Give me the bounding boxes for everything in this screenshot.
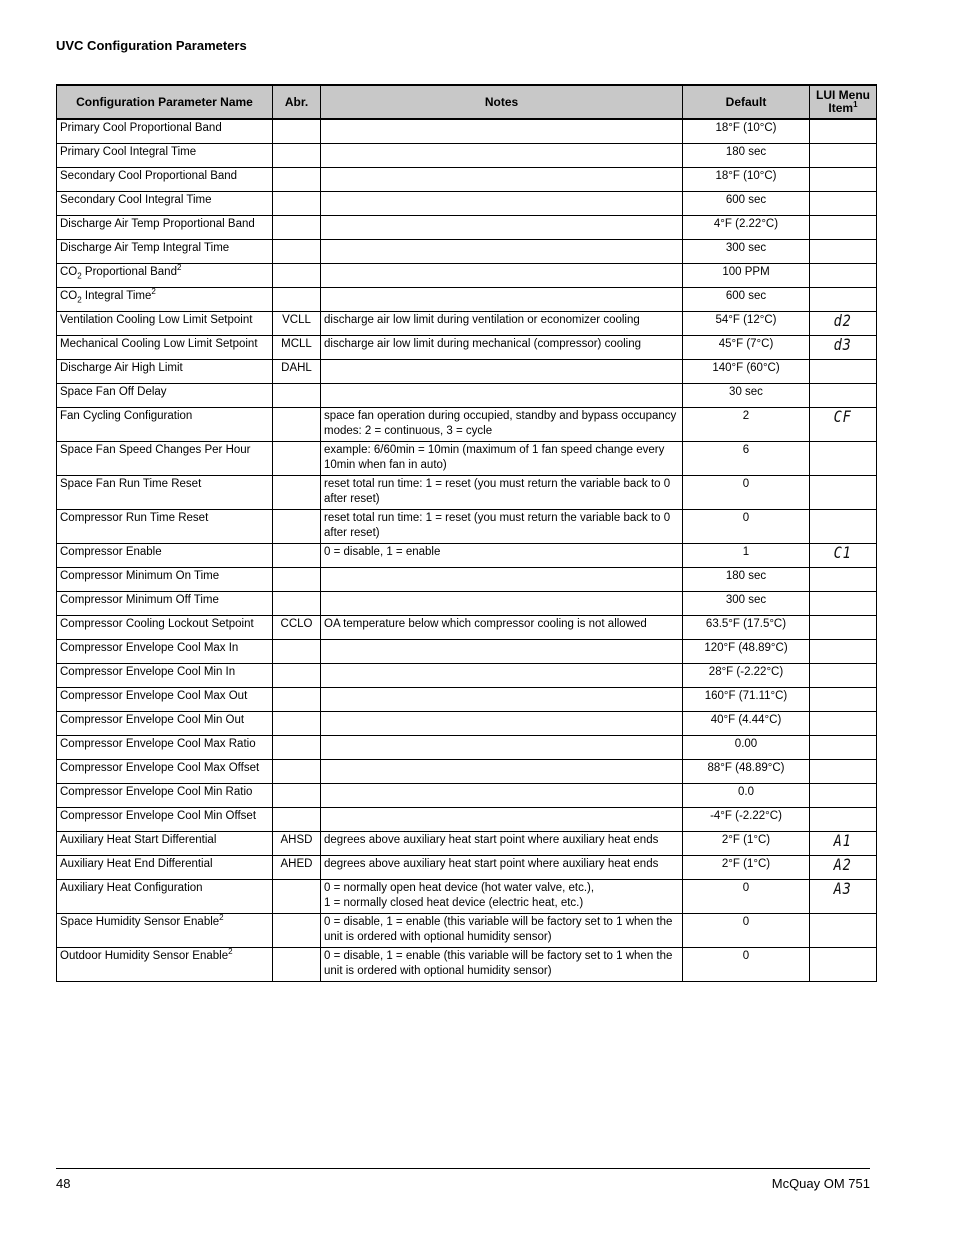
abbreviation-cell [273,288,321,312]
lui-menu-item-cell [810,914,877,948]
lui-menu-item-cell [810,784,877,808]
lui-segment-display-code: A2 [833,855,853,874]
parameter-name: Mechanical Cooling Low Limit Setpoint [60,338,258,350]
parameter-name-cell [57,476,273,510]
default-value-cell: 88°F (48.89°C) [683,760,810,784]
lui-menu-item-cell [810,336,877,360]
table-row [57,640,877,664]
abbreviation-cell [273,760,321,784]
parameter-name-cell [57,688,273,712]
lui-menu-item-cell [810,664,877,688]
table-row [57,592,877,616]
parameter-name: Integral Time [81,290,152,302]
abbreviation-cell [273,808,321,832]
footer-divider [56,1168,870,1169]
notes-cell [321,736,683,760]
lui-menu-item-cell [810,144,877,168]
abbreviation-cell: MCLL [273,336,321,360]
abbreviation-cell [273,784,321,808]
default-value-cell: 18°F (10°C) [683,168,810,192]
abbreviation-cell [273,384,321,408]
lui-menu-item-cell [810,168,877,192]
parameter-name-cell [57,264,273,288]
lui-menu-item-cell [810,880,877,914]
table-row [57,688,877,712]
default-value-cell: 0.00 [683,736,810,760]
default-value-cell: 6 [683,442,810,476]
lui-menu-item-cell [810,948,877,982]
abbreviation-cell [273,544,321,568]
abbreviation-cell [273,510,321,544]
notes-cell: OA temperature below which compressor cooling is not allowed [321,616,683,640]
default-value-cell: 0 [683,476,810,510]
notes-cell: degrees above auxiliary heat start point where auxiliary heat ends [321,856,683,880]
notes-cell: 0 = disable, 1 = enable (this variable will be factory set to 1 when the unit is ordered with optional humidity sensor) [321,948,683,982]
lui-segment-display-code: A1 [833,831,853,850]
parameter-name: Discharge Air Temp Integral Time [60,242,230,254]
abbreviation-cell [273,216,321,240]
parameter-name-cell [57,568,273,592]
table-row [57,288,877,312]
parameter-name-cell [57,408,273,442]
notes-cell [321,712,683,736]
parameter-name: Compressor Envelope Cool Max Ratio [60,738,256,750]
abbreviation-cell [273,192,321,216]
lui-menu-item-cell [810,264,877,288]
lui-menu-item-cell [810,119,877,144]
lui-menu-item-cell [810,568,877,592]
default-value-cell: 30 sec [683,384,810,408]
notes-cell [321,168,683,192]
table-row [57,544,877,568]
parameter-name: Compressor Minimum On Time [60,570,220,582]
notes-cell [321,688,683,712]
notes-cell [321,568,683,592]
parameter-name-cell [57,880,273,914]
table-row [57,832,877,856]
lui-menu-item-cell [810,408,877,442]
default-value-cell: 600 sec [683,192,810,216]
default-value-cell: 2°F (1°C) [683,856,810,880]
parameter-name: Compressor Envelope Cool Max In [60,642,239,654]
lui-segment-display-code: CF [833,407,853,426]
lui-header-line1: LUI Menu [816,88,870,102]
parameter-name-cell [57,360,273,384]
lui-menu-item-cell [810,856,877,880]
document-id: McQuay OM 751 [771,1176,870,1191]
table-row [57,240,877,264]
parameter-name-cell [57,288,273,312]
parameter-name: Compressor Enable [60,546,162,558]
abbreviation-cell [273,476,321,510]
parameter-name-prefix: CO [60,266,78,278]
lui-menu-item-cell [810,476,877,510]
column-header-lui [810,85,877,119]
parameter-name-cell [57,336,273,360]
default-value-cell: 100 PPM [683,264,810,288]
column-header-name: Configuration Parameter Name [57,85,273,119]
abbreviation-cell [273,712,321,736]
table-row [57,408,877,442]
lui-header-footnote: 1 [853,100,858,109]
parameter-name-cell [57,192,273,216]
lui-menu-item-cell [810,442,877,476]
parameter-name-footnote: 2 [151,287,156,297]
table-row [57,510,877,544]
notes-cell: 0 = disable, 1 = enable [321,544,683,568]
parameter-name-footnote: 2 [176,263,182,273]
abbreviation-cell [273,948,321,982]
table-row [57,192,877,216]
parameter-name-subscript: 2 [77,295,82,305]
parameter-name-cell [57,832,273,856]
parameter-name: Discharge Air High Limit [60,362,183,374]
notes-cell: reset total run time: 1 = reset (you must return the variable back to 0 after reset) [321,510,683,544]
parameter-name: Primary Cool Proportional Band [60,122,222,134]
notes-cell: degrees above auxiliary heat start point where auxiliary heat ends [321,832,683,856]
notes-line: 1 = normally closed heat device (electric heat, etc.) [324,897,584,909]
table-row [57,264,877,288]
default-value-cell: 2°F (1°C) [683,832,810,856]
table-row [57,880,877,914]
default-value-cell: 1 [683,544,810,568]
default-value-cell: 300 sec [683,592,810,616]
default-value-cell: 0.0 [683,784,810,808]
parameter-name-cell [57,760,273,784]
table-row [57,914,877,948]
abbreviation-cell [273,880,321,914]
lui-menu-item-cell [810,808,877,832]
parameter-name: Space Fan Run Time Reset [60,478,202,490]
page-number: 48 [56,1176,71,1191]
lui-menu-item-cell [810,360,877,384]
lui-menu-item-cell [810,640,877,664]
configuration-parameters-table [56,84,877,982]
parameter-name-cell [57,312,273,336]
parameter-name-cell [57,510,273,544]
table-row [57,808,877,832]
lui-menu-item-cell [810,616,877,640]
column-header-abbr: Abr. [273,85,321,119]
table-row [57,442,877,476]
parameter-name: Compressor Envelope Cool Min Ratio [60,786,253,798]
column-header-default: Default [683,85,810,119]
table-row [57,664,877,688]
parameter-name: Discharge Air Temp Proportional Band [60,218,255,230]
default-value-cell: 18°F (10°C) [683,119,810,144]
default-value-cell: 4°F (2.22°C) [683,216,810,240]
notes-cell [321,880,683,914]
table-header-row [57,85,877,119]
default-value-cell: 28°F (-2.22°C) [683,664,810,688]
abbreviation-cell [273,592,321,616]
table-row [57,712,877,736]
abbreviation-cell: AHED [273,856,321,880]
parameter-name-cell [57,168,273,192]
parameter-name: Secondary Cool Proportional Band [60,170,238,182]
table-row [57,948,877,982]
lui-segment-display-code: A3 [833,879,853,898]
lui-menu-item-cell [810,288,877,312]
default-value-cell: 160°F (71.11°C) [683,688,810,712]
notes-cell [321,144,683,168]
parameter-name: Fan Cycling Configuration [60,410,193,422]
default-value-cell: 40°F (4.44°C) [683,712,810,736]
notes-cell [321,784,683,808]
parameter-name: Auxiliary Heat Start Differential [60,834,217,846]
notes-cell [321,384,683,408]
parameter-name-cell [57,712,273,736]
parameter-name: Compressor Envelope Cool Min Out [60,714,245,726]
lui-menu-item-cell [810,688,877,712]
parameter-name: Ventilation Cooling Low Limit Setpoint [60,314,253,326]
notes-cell [321,808,683,832]
default-value-cell: 54°F (12°C) [683,312,810,336]
default-value-cell: 0 [683,510,810,544]
parameter-name: Auxiliary Heat Configuration [60,882,203,894]
parameter-name: Outdoor Humidity Sensor Enable [60,950,229,962]
lui-menu-item-cell [810,510,877,544]
notes-cell: discharge air low limit during mechanical (compressor) cooling [321,336,683,360]
notes-line: 0 = normally open heat device (hot water valve, etc.), [324,882,595,894]
lui-menu-item-cell [810,312,877,336]
notes-cell [321,216,683,240]
notes-cell [321,288,683,312]
default-value-cell: -4°F (-2.22°C) [683,808,810,832]
lui-segment-display-code: d2 [833,311,853,330]
lui-menu-item-cell [810,384,877,408]
table-row [57,736,877,760]
notes-cell [321,592,683,616]
parameter-name-cell [57,914,273,948]
parameter-name-subscript: 2 [77,271,82,281]
parameter-name-cell [57,948,273,982]
notes-cell [321,192,683,216]
table-row [57,216,877,240]
lui-menu-item-cell [810,736,877,760]
abbreviation-cell [273,914,321,948]
default-value-cell: 180 sec [683,144,810,168]
lui-menu-item-cell [810,240,877,264]
abbreviation-cell: CCLO [273,616,321,640]
default-value-cell: 45°F (7°C) [683,336,810,360]
parameter-name: Compressor Envelope Cool Max Out [60,690,248,702]
default-value-cell: 0 [683,880,810,914]
table-row [57,360,877,384]
column-header-notes: Notes [321,85,683,119]
table-row [57,760,877,784]
parameter-name-cell [57,384,273,408]
parameter-name-cell [57,119,273,144]
parameter-name: Compressor Envelope Cool Max Offset [60,762,260,774]
section-title: UVC Configuration Parameters [56,38,247,53]
table-row [57,568,877,592]
table-row [57,168,877,192]
parameter-name-cell [57,616,273,640]
default-value-cell: 0 [683,914,810,948]
parameter-name: Compressor Envelope Cool Min Offset [60,810,257,822]
lui-segment-display-code: C1 [833,543,853,562]
parameter-name: Compressor Minimum Off Time [60,594,219,606]
abbreviation-cell [273,144,321,168]
default-value-cell: 300 sec [683,240,810,264]
abbreviation-cell [273,688,321,712]
abbreviation-cell [273,640,321,664]
table-body [57,119,877,982]
table-row [57,476,877,510]
table-row [57,384,877,408]
lui-menu-item-cell [810,832,877,856]
parameter-name-cell [57,664,273,688]
lui-menu-item-cell [810,216,877,240]
notes-cell [321,119,683,144]
table-row [57,144,877,168]
parameter-name: Secondary Cool Integral Time [60,194,212,206]
table-row [57,119,877,144]
notes-cell [321,360,683,384]
parameter-name-cell [57,592,273,616]
abbreviation-cell [273,264,321,288]
parameter-name-cell [57,784,273,808]
parameter-name-cell [57,640,273,664]
abbreviation-cell [273,240,321,264]
abbreviation-cell [273,408,321,442]
parameter-name-cell [57,442,273,476]
parameter-name-cell [57,808,273,832]
notes-cell [321,760,683,784]
parameter-name-cell [57,856,273,880]
parameter-name-cell [57,216,273,240]
parameter-name: Compressor Cooling Lockout Setpoint [60,618,254,630]
notes-cell: example: 6/60min = 10min (maximum of 1 fan speed change every 10min when fan in auto) [321,442,683,476]
lui-menu-item-cell [810,760,877,784]
parameter-name: Space Humidity Sensor Enable [60,916,220,928]
default-value-cell: 180 sec [683,568,810,592]
abbreviation-cell [273,168,321,192]
table-row [57,784,877,808]
abbreviation-cell: DAHL [273,360,321,384]
default-value-cell: 120°F (48.89°C) [683,640,810,664]
parameter-name: Auxiliary Heat End Differential [60,858,213,870]
abbreviation-cell [273,119,321,144]
parameter-name-cell [57,144,273,168]
abbreviation-cell: AHSD [273,832,321,856]
parameter-name: Compressor Envelope Cool Min In [60,666,236,678]
parameter-name-cell [57,544,273,568]
table-row [57,312,877,336]
lui-segment-display-code: d3 [833,335,853,354]
notes-cell [321,640,683,664]
parameter-name-prefix: CO [60,290,78,302]
notes-cell [321,240,683,264]
lui-menu-item-cell [810,592,877,616]
lui-menu-item-cell [810,192,877,216]
default-value-cell: 0 [683,948,810,982]
lui-menu-item-cell [810,544,877,568]
parameter-name: Space Fan Off Delay [60,386,167,398]
table-row [57,856,877,880]
parameter-name-cell [57,736,273,760]
notes-cell: discharge air low limit during ventilation or economizer cooling [321,312,683,336]
default-value-cell: 600 sec [683,288,810,312]
abbreviation-cell [273,664,321,688]
table-row [57,336,877,360]
abbreviation-cell: VCLL [273,312,321,336]
parameter-name-footnote: 2 [228,947,233,957]
notes-cell: reset total run time: 1 = reset (you must return the variable back to 0 after reset) [321,476,683,510]
lui-header-line2: Item [828,101,854,115]
default-value-cell: 2 [683,408,810,442]
parameter-name: Compressor Run Time Reset [60,512,209,524]
parameter-name-footnote: 2 [219,913,224,923]
abbreviation-cell [273,736,321,760]
abbreviation-cell [273,568,321,592]
lui-menu-item-cell [810,712,877,736]
table-row [57,616,877,640]
parameter-name-cell [57,240,273,264]
parameter-name: Primary Cool Integral Time [60,146,197,158]
abbreviation-cell [273,442,321,476]
notes-cell [321,664,683,688]
parameter-name: Proportional Band [81,266,177,278]
notes-cell [321,264,683,288]
default-value-cell: 63.5°F (17.5°C) [683,616,810,640]
notes-cell: 0 = disable, 1 = enable (this variable will be factory set to 1 when the unit is ordered with optional humidity sensor) [321,914,683,948]
parameter-name: Space Fan Speed Changes Per Hour [60,444,251,456]
default-value-cell: 140°F (60°C) [683,360,810,384]
notes-cell: space fan operation during occupied, standby and bypass occupancy modes: 2 = continuous, 3 = cycle [321,408,683,442]
